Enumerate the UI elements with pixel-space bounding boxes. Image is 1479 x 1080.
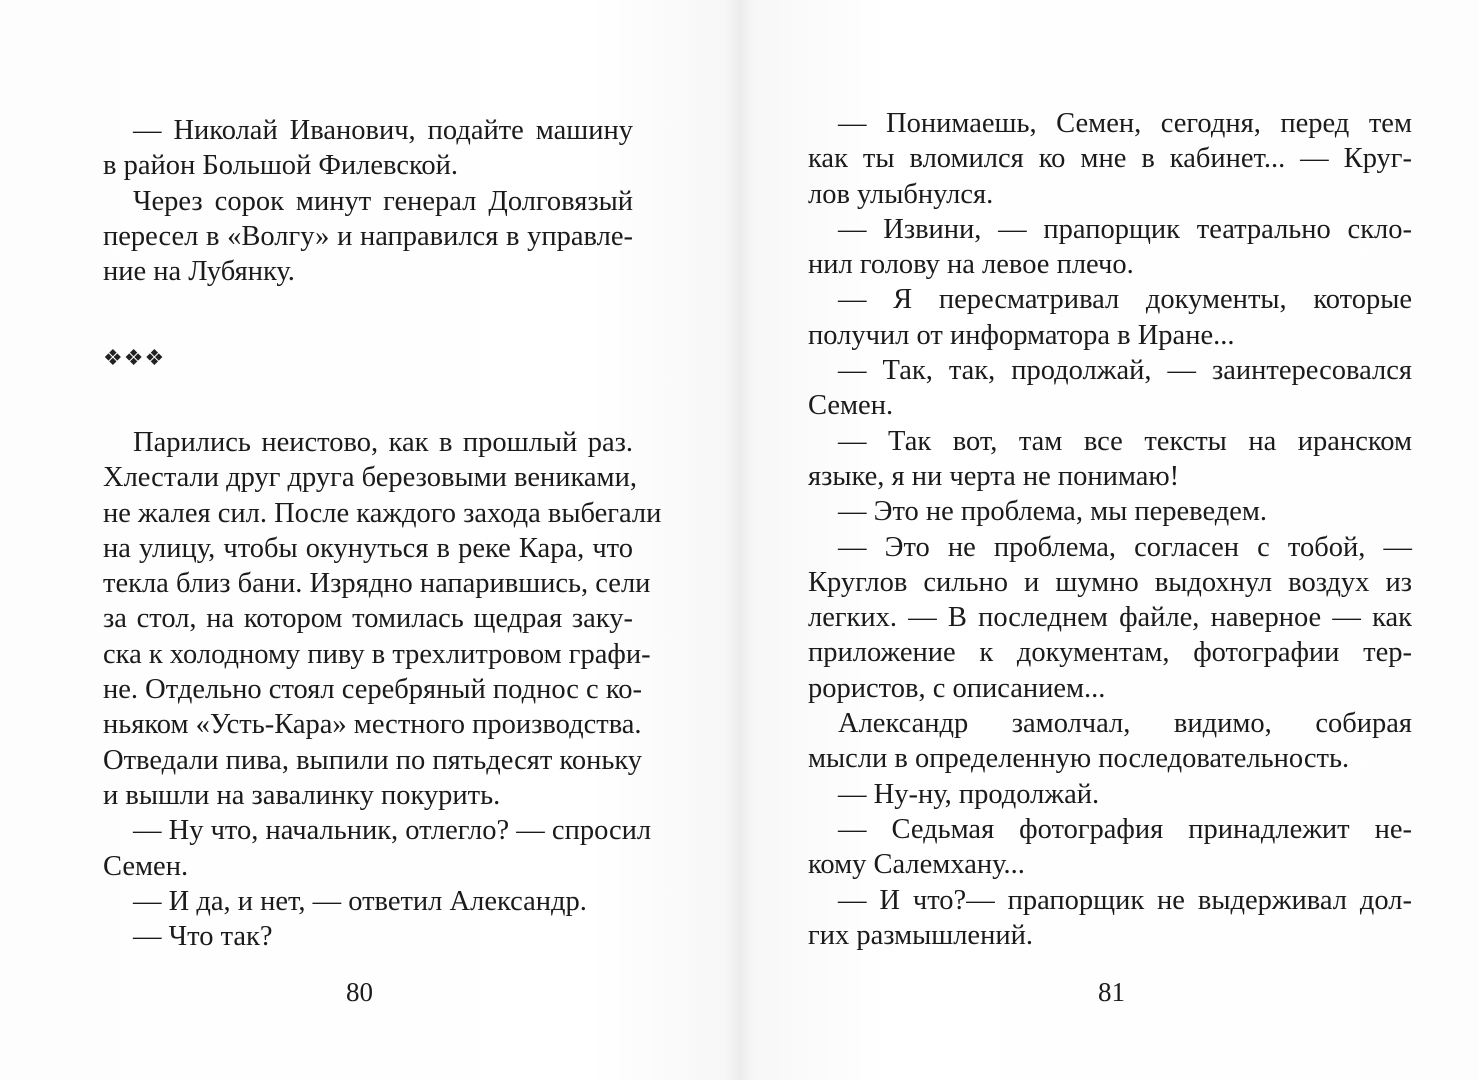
text-line: на улицу, чтобы окунуться в реке Кара, что bbox=[103, 532, 633, 564]
paragraph bbox=[103, 113, 633, 184]
text-line: — Понимаешь, Семен, сегодня, перед тем bbox=[838, 108, 1412, 139]
paragraph bbox=[808, 282, 1412, 353]
paragraph bbox=[808, 353, 1412, 424]
text-line: Парились неистово, как в прошлый раз. bbox=[133, 427, 633, 458]
text-line: ньяком «Усть-Кара» местного производства. bbox=[103, 709, 642, 741]
section-break-ornament: ❖❖❖ bbox=[103, 345, 166, 370]
text-line: Семен. bbox=[808, 390, 894, 422]
text-line: за стол, на котором томилась щедрая заку- bbox=[103, 603, 633, 635]
text-line: — Седьмая фотография принадлежит не- bbox=[838, 813, 1412, 845]
text-line: и вышли на завалинку покурить. bbox=[103, 779, 501, 811]
text-line: Отведали пива, выпили по пятьдесят коньку bbox=[103, 744, 643, 776]
text-line: — Я пересматривал документы, которые bbox=[838, 284, 1412, 316]
paragraph bbox=[808, 424, 1412, 495]
text-line: получил от информатора в Иране... bbox=[808, 319, 1235, 351]
text-line: в район Большой Филевской. bbox=[103, 150, 458, 182]
text-line: гих размышлений. bbox=[808, 919, 1033, 951]
text-line: кому Салемхану... bbox=[808, 849, 1025, 881]
text-line: рористов, с описанием... bbox=[808, 672, 1106, 704]
paragraph bbox=[808, 494, 1412, 529]
text-line: — И что?— прапорщик не выдерживал дол- bbox=[838, 884, 1412, 916]
paragraph bbox=[808, 883, 1412, 954]
text-line: Хлестали друг друга березовыми вениками, bbox=[103, 462, 637, 494]
right-text-block bbox=[808, 106, 1412, 953]
text-line: — Извини, — прапорщик театрально скло- bbox=[838, 213, 1412, 245]
page-number-right: 81 bbox=[1098, 977, 1125, 1007]
text-line: — Ну-ну, продолжай. bbox=[838, 778, 1100, 810]
text-line: — Что так? bbox=[133, 921, 273, 953]
paragraph bbox=[103, 919, 633, 954]
text-line: — Так вот, там все тексты на иранском bbox=[838, 425, 1412, 457]
text-line: не жалея сил. После каждого захода выбегали bbox=[103, 497, 662, 529]
text-line: — Это не проблема, мы переведем. bbox=[838, 496, 1268, 528]
left-main-text-block bbox=[103, 425, 662, 954]
text-line: — Николай Иванович, подайте машину bbox=[133, 115, 633, 146]
text-line: — И да, и нет, — ответил Александр. bbox=[133, 885, 587, 917]
paragraph bbox=[103, 813, 652, 884]
paragraph bbox=[103, 884, 633, 919]
text-line: Александр замолчал, видимо, собирая bbox=[838, 708, 1412, 740]
text-line: — Это не проблема, согласен с тобой, — bbox=[838, 531, 1412, 563]
text-line: языке, я ни черта не понимаю! bbox=[808, 460, 1180, 492]
text-line: лов улыбнулся. bbox=[808, 178, 994, 210]
text-line: Семен. bbox=[103, 850, 189, 882]
text-line: Через сорок минут генерал Долговязый bbox=[133, 185, 633, 217]
text-line: ние на Лубянку. bbox=[103, 256, 295, 288]
paragraph bbox=[808, 706, 1412, 777]
left-top-text-block bbox=[103, 113, 633, 289]
text-line: мысли в определенную последовательность. bbox=[808, 743, 1350, 775]
page-number-left: 80 bbox=[346, 977, 373, 1007]
paragraph bbox=[808, 530, 1412, 706]
text-line: не. Отдельно стоял серебряный поднос с ко- bbox=[103, 674, 642, 706]
paragraph bbox=[808, 812, 1412, 883]
text-line: легких. — В последнем файле, наверное — как bbox=[808, 602, 1412, 634]
text-line: как ты вломился ко мне в кабинет... — Круг- bbox=[808, 143, 1412, 175]
text-line: пересел в «Волгу» и направился в управле- bbox=[103, 220, 633, 252]
left-page bbox=[103, 0, 662, 1080]
paragraph bbox=[103, 425, 662, 813]
paragraph bbox=[808, 212, 1412, 283]
text-line: — Так, так, продолжай, — заинтересовался bbox=[838, 355, 1412, 387]
paragraph bbox=[103, 184, 633, 290]
text-line: нил голову на левое плечо. bbox=[808, 249, 1134, 281]
text-line: приложение к документам, фотографии тер- bbox=[808, 637, 1412, 669]
right-page bbox=[808, 0, 1412, 1080]
text-line: ска к холодному пиву в трехлитровом графи- bbox=[103, 638, 651, 670]
text-line: — Ну что, начальник, отлегло? — спросил bbox=[133, 815, 652, 847]
paragraph bbox=[808, 777, 1412, 812]
paragraph bbox=[808, 106, 1412, 212]
text-line: текла близ бани. Изрядно напарившись, сели bbox=[103, 568, 651, 600]
text-line: Круглов сильно и шумно выдохнул воздух из bbox=[808, 566, 1412, 598]
